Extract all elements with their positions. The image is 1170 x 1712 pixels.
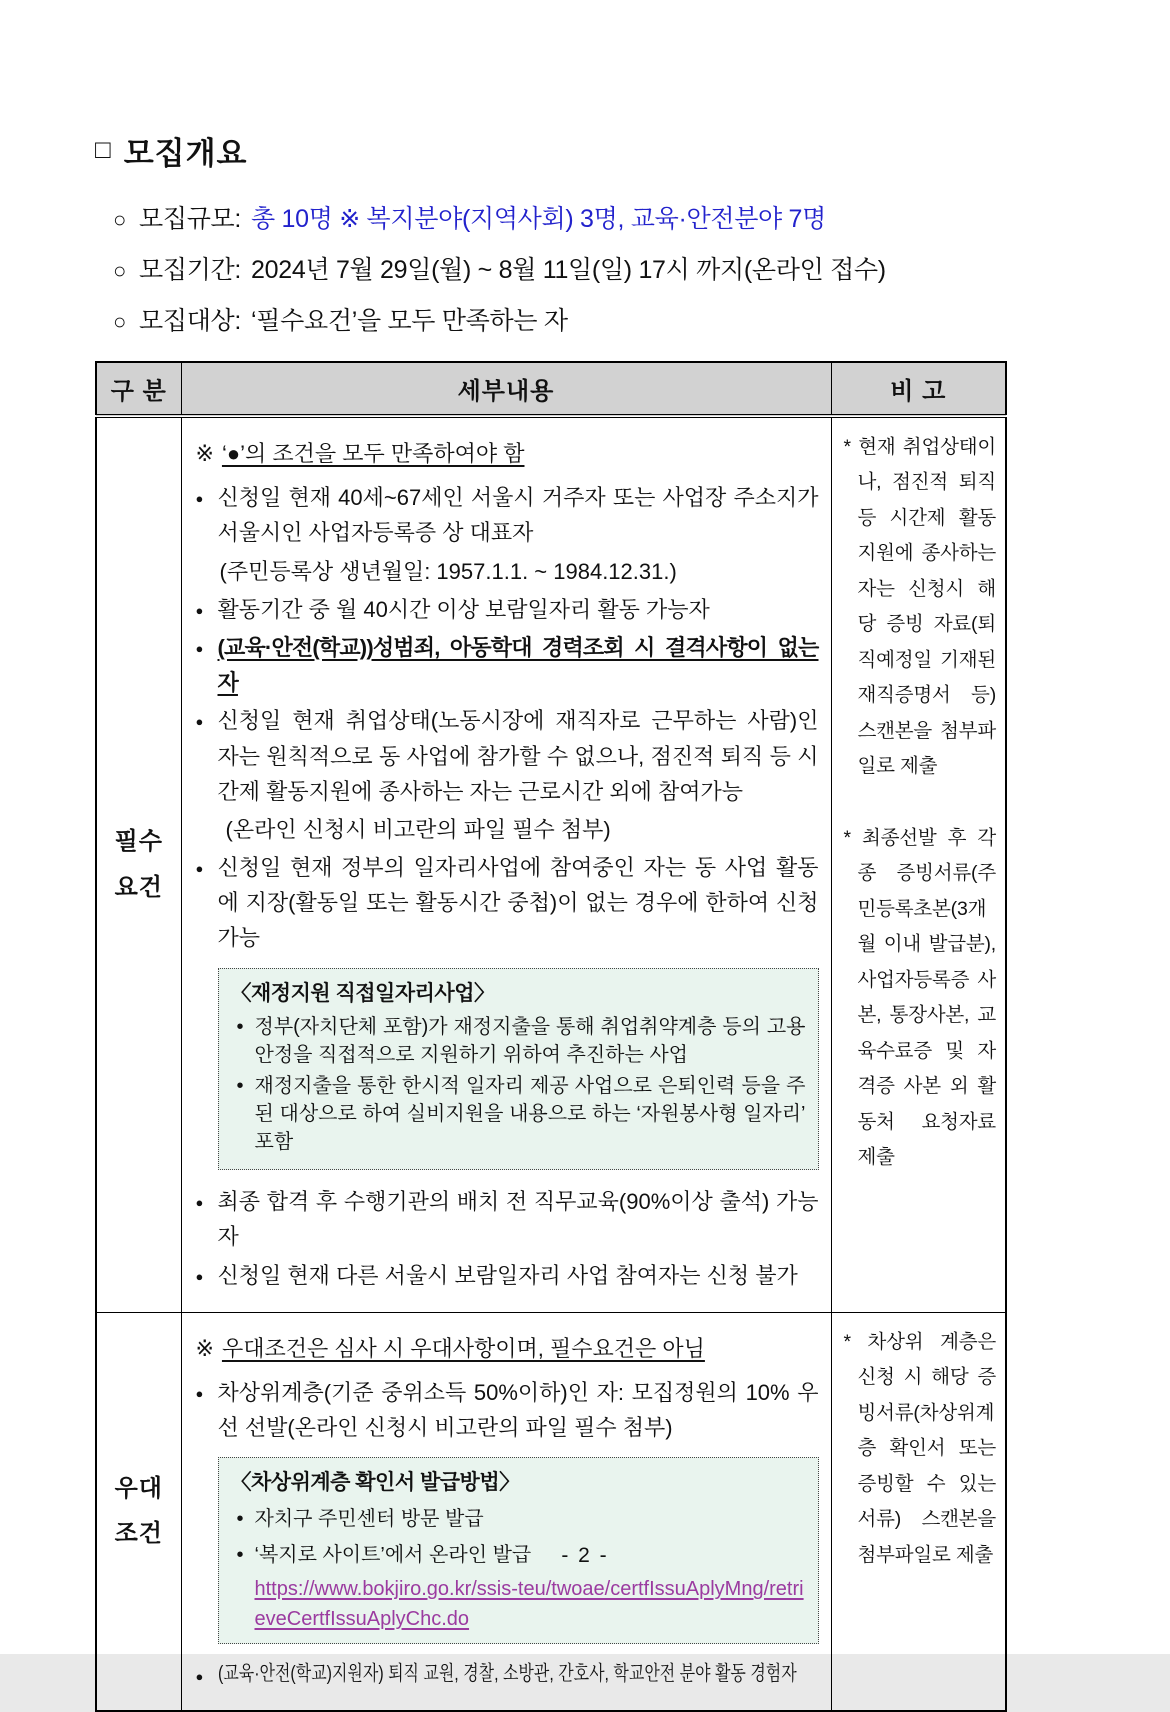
required-bullet-background-check: ● (교육·안전(학교))성범죄, 아동학대 경력조회 시 결격사항이 없는 자 — [196, 630, 819, 700]
required-bullet-age-sub: (주민등록상 생년월일: 1957.1.1. ~ 1984.12.31.) — [219, 558, 677, 584]
bullet-icon: ● — [195, 1385, 204, 1401]
infobox-title: 〈차상위계층 확인서 발급방법〉 — [230, 1471, 520, 1495]
overview-item-scale — [113, 199, 1010, 235]
infobox-bullet: • 자치구 주민센터 방문 발급 — [231, 1503, 806, 1537]
bullet-icon: ● — [195, 1195, 204, 1211]
bullet-icon: ● — [195, 640, 204, 656]
infobox-bullet: • 재정지출을 통한 한시적 일자리 제공 사업으로 은퇴인력 등을 주된 대상으로 하여 실비지원을 내용으로 하는 ‘자원봉사형 일자리’ 포함 — [231, 1073, 806, 1156]
overview-label: 모집대상: — [139, 307, 242, 335]
header-category: 구 분 — [96, 362, 181, 416]
infobox-bullet: • 정부(자치단체 포함)가 재정지출을 통해 취업취약계층 등의 고용안정을 직접적으로 지원하기 위하여 추진하는 사업 — [231, 1014, 806, 1069]
category-text: 필수 — [114, 828, 163, 856]
overview-value: 2024년 7월 29일(월) ~ 8월 11일(일) 17시 까지(온라인 접수) — [251, 256, 886, 284]
table-row-required — [96, 416, 1006, 1312]
category-cell-preferred — [96, 1312, 181, 1711]
bullet-icon: • — [236, 1507, 244, 1530]
overview-item-period — [113, 250, 1010, 286]
remark-note: * 현재 취업상태이나, 점진적 퇴직 등 시간제 활동지원에 종사하는 자는 신청시 해당 증빙 자료(퇴직예정일 기재된 재직증명서 등) 스캔본을 첨부파일로 제출 — [843, 436, 996, 778]
bullet-icon: • — [236, 1543, 244, 1566]
bullet-icon: ● — [195, 1669, 204, 1685]
reference-mark: ※ — [195, 441, 214, 466]
remark-note: * 최종선발 후 각종 증빙서류(주민등록초본(3개월 이내 발급분), 사업자등록증 사본, 통장사본, 교육수료증 및 자격증 사본 외 활동처 요청자료 제출 — [843, 826, 996, 1169]
overview-item-target — [113, 301, 1010, 337]
preferred-intro — [196, 1331, 819, 1366]
overview-value: 총 10명 ※ 복지분야(지역사회) 3명, 교육·안전분야 7명 — [251, 205, 827, 233]
details-cell-preferred — [181, 1312, 831, 1711]
overview-value: ‘필수요건’을 모두 만족하는 자 — [251, 307, 568, 335]
overview-label: 모집규모: — [139, 205, 242, 233]
required-bullet-gov-program: ● 신청일 현재 정부의 일자리사업에 참여중인 자는 동 사업 활동에 지장(활동일 또는 활동시간 중첩)이 없는 경우에 한하여 신청가능 — [196, 850, 819, 956]
bullet-icon: ● — [195, 714, 204, 730]
infobox-bullet: • ‘복지로 사이트’에서 온라인 발급 — [231, 1539, 806, 1573]
bullet-icon: • — [236, 1016, 244, 1039]
required-intro-text: ‘●’의 조건을 모두 만족하여야 함 — [221, 441, 525, 466]
category-text: 요건 — [114, 873, 163, 901]
table-row-preferred — [96, 1312, 1006, 1711]
circle-bullet-icon: ○ — [113, 207, 126, 232]
required-bullet-other-program: ● 신청일 현재 다른 서울시 보람일자리 사업 참여자는 신청 불가 — [196, 1258, 819, 1293]
bullet-icon: ● — [195, 861, 204, 877]
overview-list — [95, 199, 1010, 337]
preferred-bullet-low-income: ● 차상위계층(기준 중위소득 50%이하)인 자: 모집정원의 10% 우선 선발(온라인 신청시 비고란의 파일 필수 첨부) — [196, 1375, 819, 1445]
category-text: 조건 — [114, 1520, 163, 1548]
preferred-intro-text: 우대조건은 심사 시 우대사항이며, 필수요건은 아님 — [221, 1335, 705, 1361]
circle-bullet-icon: ○ — [113, 309, 126, 334]
bullet-icon: ● — [195, 602, 204, 618]
details-cell-required — [181, 416, 831, 1312]
overview-label: 모집기간: — [139, 256, 242, 284]
bokjiro-link[interactable]: https://www.bokjiro.go.kr/ssis-teu/twoae/certfIssuAplyMng/retrieveCertfIssuAplyChc.do — [254, 1578, 804, 1631]
required-bullet-age: ● 신청일 현재 40세~67세인 서울시 거주자 또는 사업장 주소지가 서울시인 사업자등록증 상 대표자 — [196, 480, 819, 550]
circle-bullet-icon: ○ — [113, 258, 126, 283]
reference-mark: ※ — [195, 1335, 214, 1361]
required-bullet-hours: ● 활동기간 중 월 40시간 이상 보람일자리 활동 가능자 — [196, 592, 819, 627]
requirements-table — [95, 361, 1007, 1712]
infobox-direct-jobs — [218, 968, 819, 1171]
bullet-icon: ● — [195, 1268, 204, 1284]
remarks-cell-required — [831, 416, 1006, 1312]
required-bullet-employment: ● 신청일 현재 취업상태(노동시장에 재직자로 근무하는 사람)인 자는 원칙적으로 동 사업에 참가할 수 없으나, 점진적 퇴직 등 시간제 활동지원에 종사하는 자는 근로시간 외에 참여가능 — [196, 703, 819, 809]
category-cell-required — [96, 416, 181, 1312]
required-bullet-employment-sub: (온라인 신청시 비고란의 파일 필수 첨부) — [225, 816, 611, 842]
remarks-cell-preferred — [831, 1312, 1006, 1711]
remark-note: * 차상위 계층은 신청 시 해당 증빙서류(차상위계층 확인서 또는 증빙할 수 있는 서류) 스캔본을 첨부파일로 제출 — [843, 1330, 996, 1566]
header-details: 세부내용 — [181, 362, 831, 416]
page-number: - 2 - — [561, 1544, 609, 1567]
required-bullet-training: ● 최종 합격 후 수행기관의 배치 전 직무교육(90%이상 출석) 가능자 — [196, 1184, 819, 1254]
table-header-row — [96, 362, 1006, 416]
header-remarks: 비 고 — [831, 362, 1006, 416]
document-content — [95, 128, 1010, 1712]
square-bullet-icon: □ — [95, 134, 112, 164]
bullet-icon: ● — [195, 491, 204, 507]
section-title — [95, 128, 1010, 173]
category-text: 우대 — [114, 1474, 163, 1502]
section-title-text: 모집개요 — [123, 136, 248, 171]
required-intro — [196, 436, 819, 471]
bullet-icon: • — [236, 1075, 244, 1098]
preferred-bullet-experience: ● (교육·안전(학교)지원자) 퇴직 교원, 경찰, 소방관, 간호사, 학교안전 분야 활동 경험자 — [196, 1658, 819, 1691]
infobox-title: 〈재정지원 직접일자리사업〉 — [230, 981, 495, 1005]
